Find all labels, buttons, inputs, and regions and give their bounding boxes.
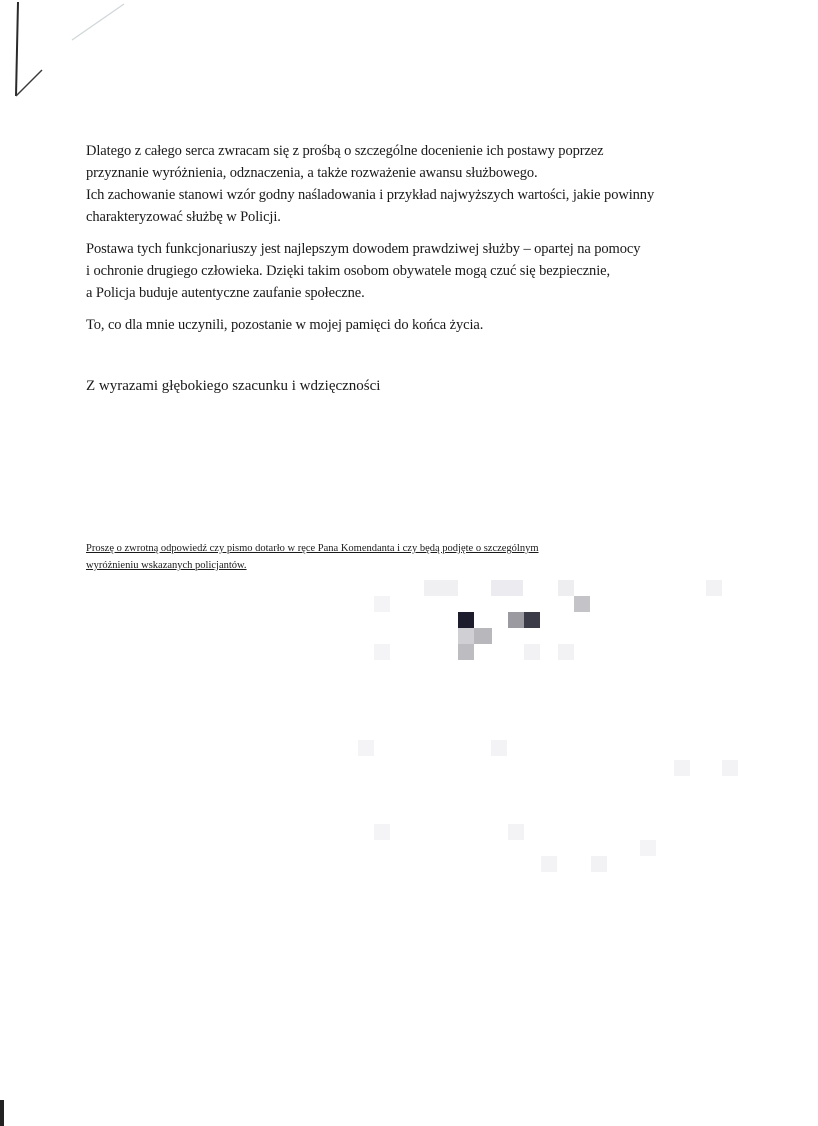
closing-salutation: Z wyrazami głębokiego szacunku i wdzięczności [86,378,381,394]
text-line: Dlatego z całego serca zwracam się z prośbą o szczególne docenienie ich postawy poprzez [86,143,604,159]
text-line: Ich zachowanie stanowi wzór godny naśladowania i przykład najwyższych wartości, jakie powinny [86,187,655,203]
text-line: charakteryzować służbę w Policji. [86,209,281,225]
paragraph-service-attitude [86,238,766,304]
text-line: i ochronie drugiego człowieka. Dzięki takim osobom obywatele mogą czuć się bezpiecznie, [86,263,610,279]
text-line: Postawa tych funkcjonariuszy jest najlepszym dowodem prawdziwej służby – opartej na pomocy [86,241,641,257]
paragraph-memory [86,314,766,336]
reply-request-note [86,540,539,574]
text-line: wyróżnieniu wskazanych policjantów. [86,560,247,571]
corner-pen-mark [12,0,132,100]
paragraph-request-recognition [86,140,766,228]
letter-body [86,140,766,346]
text-line: To, co dla mnie uczynili, pozostanie w mojej pamięci do końca życia. [86,317,484,333]
text-line: przyznanie wyróżnienia, odznaczenia, a także rozważenie awansu służbowego. [86,165,538,181]
text-line: a Policja buduje autentyczne zaufanie społeczne. [86,285,365,301]
page-edge-mark [0,1100,4,1126]
text-line: Proszę o zwrotną odpowiedź czy pismo dotarło w ręce Pana Komendanta i czy będą podjęte o szczególnym [86,543,539,554]
